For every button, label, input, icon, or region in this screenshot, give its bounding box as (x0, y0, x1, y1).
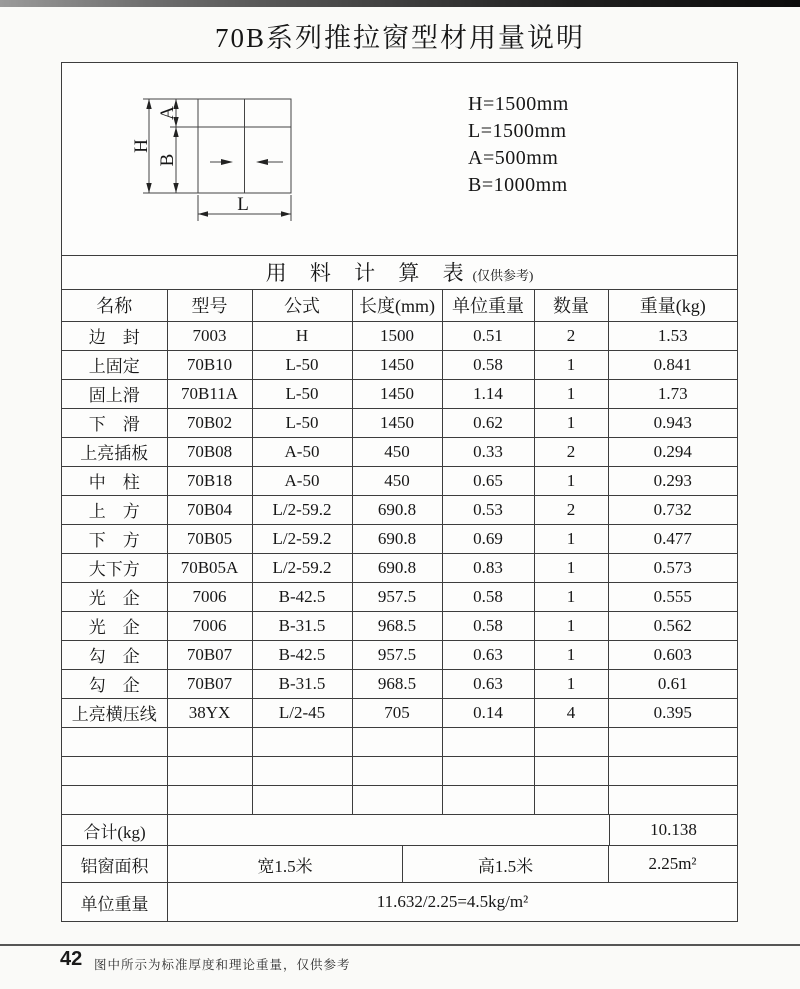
table-cell: 70B08 (167, 437, 252, 466)
area-label: 铝窗面积 (80, 856, 149, 876)
document-frame (61, 62, 738, 922)
empty-cell (352, 756, 442, 785)
page-title: 70B系列推拉窗型材用量说明 (214, 23, 585, 53)
footer-note: 图中所示为标准厚度和理论重量，仅供参考 (94, 958, 351, 972)
empty-cell (352, 785, 442, 814)
empty-cell (608, 727, 737, 756)
table-cell: A-50 (252, 437, 352, 466)
total-spacer (167, 815, 609, 845)
area-height: 高1.5米 (402, 846, 608, 882)
table-cell: 大下方 (62, 553, 167, 582)
table-cell: 1 (534, 582, 608, 611)
dimension-b: B=1000mm (468, 174, 568, 196)
table-row (62, 408, 737, 437)
table-cell: 0.943 (608, 408, 737, 437)
area-width: 宽1.5米 (167, 846, 402, 882)
table-cell: B-31.5 (252, 669, 352, 698)
empty-cell (534, 756, 608, 785)
empty-cell (62, 756, 167, 785)
table-cell: L-50 (252, 408, 352, 437)
table-cell: 70B05 (167, 524, 252, 553)
table-cell: 0.732 (608, 495, 737, 524)
table-cell: 70B10 (167, 350, 252, 379)
table-cell: 4 (534, 698, 608, 727)
table-cell: H (252, 321, 352, 350)
arrow-h-bottom-icon (146, 183, 151, 193)
table-cell: 7006 (167, 611, 252, 640)
table-cell: 0.603 (608, 640, 737, 669)
table-cell: 690.8 (352, 524, 442, 553)
empty-cell (608, 785, 737, 814)
table-cell: 968.5 (352, 611, 442, 640)
footer-divider (0, 944, 800, 946)
table-cell: 上 方 (62, 495, 167, 524)
dim-label-b: B (157, 153, 178, 167)
table-header-row (62, 289, 737, 321)
table-cell: 0.53 (442, 495, 534, 524)
window-diagram (62, 63, 737, 255)
table-cell: L-50 (252, 379, 352, 408)
table-cell: 0.62 (442, 408, 534, 437)
unit-weight-label: 单位重量 (80, 894, 149, 914)
table-cell: 7006 (167, 582, 252, 611)
table-cell: 1 (534, 611, 608, 640)
table-cell: 0.69 (442, 524, 534, 553)
table-cell: 1 (534, 379, 608, 408)
table-cell: 0.555 (608, 582, 737, 611)
table-row (62, 582, 737, 611)
table-cell: 0.841 (608, 350, 737, 379)
table-cell: 450 (352, 437, 442, 466)
scan-artifact-band (0, 0, 800, 7)
table-row (62, 611, 737, 640)
dim-label-l: L (237, 194, 249, 215)
table-cell: 勾 企 (62, 640, 167, 669)
col-header-weight: 重量(kg) (608, 289, 737, 321)
table-cell: B-42.5 (252, 582, 352, 611)
table-cell: 968.5 (352, 669, 442, 698)
table-cell: 0.61 (608, 669, 737, 698)
table-cell: 上亮横压线 (62, 698, 167, 727)
table-row (62, 669, 737, 698)
arrow-l-right-icon (281, 211, 291, 216)
area-value: 2.25m² (608, 846, 736, 882)
table-cell: L/2-59.2 (252, 553, 352, 582)
arrow-h-top-icon (146, 99, 151, 109)
dimension-a: A=500mm (468, 147, 559, 169)
table-cell: 1 (534, 408, 608, 437)
table-cell: 1 (534, 669, 608, 698)
table-cell: 690.8 (352, 495, 442, 524)
table-cell: 0.573 (608, 553, 737, 582)
empty-row (62, 727, 737, 756)
table-cell: 1 (534, 524, 608, 553)
table-cell: 1 (534, 553, 608, 582)
dimension-h: H=1500mm (468, 93, 569, 115)
table-title-row (62, 256, 737, 289)
col-header-unit-weight: 单位重量 (442, 289, 534, 321)
table-row (62, 524, 737, 553)
table-cell: 0.58 (442, 611, 534, 640)
table-cell: L/2-59.2 (252, 524, 352, 553)
table-cell: A-50 (252, 466, 352, 495)
table-cell: 957.5 (352, 640, 442, 669)
table-cell: B-42.5 (252, 640, 352, 669)
table-cell: 0.51 (442, 321, 534, 350)
col-header-length: 长度(mm) (352, 289, 442, 321)
table-cell: 7003 (167, 321, 252, 350)
table-body (62, 256, 737, 814)
table-row (62, 321, 737, 350)
empty-cell (442, 785, 534, 814)
table-cell: 2 (534, 495, 608, 524)
table-cell: 705 (352, 698, 442, 727)
table-cell: 38YX (167, 698, 252, 727)
empty-cell (352, 727, 442, 756)
table-cell: 0.65 (442, 466, 534, 495)
table-row (62, 640, 737, 669)
table-row (62, 437, 737, 466)
table-cell: 70B18 (167, 466, 252, 495)
table-cell: 1450 (352, 408, 442, 437)
page-number: 42 (60, 948, 83, 970)
dimension-list (468, 91, 569, 199)
empty-cell (62, 727, 167, 756)
table-cell: 勾 企 (62, 669, 167, 698)
table-cell: 70B07 (167, 640, 252, 669)
empty-cell (167, 785, 252, 814)
table-cell: 边 封 (62, 321, 167, 350)
unit-weight-row (62, 882, 737, 921)
empty-cell (442, 727, 534, 756)
table-cell: 固上滑 (62, 379, 167, 408)
table-row (62, 553, 737, 582)
table-cell: 上固定 (62, 350, 167, 379)
arrow-b-bottom-icon (173, 183, 178, 193)
table-cell: 下 滑 (62, 408, 167, 437)
table-cell: 0.294 (608, 437, 737, 466)
table-cell: 1500 (352, 321, 442, 350)
empty-cell (608, 756, 737, 785)
empty-row (62, 756, 737, 785)
table-row (62, 698, 737, 727)
window-area-row (62, 845, 737, 882)
table-cell: 0.83 (442, 553, 534, 582)
table-row (62, 379, 737, 408)
empty-cell (252, 727, 352, 756)
col-header-formula: 公式 (252, 289, 352, 321)
table-cell: 0.293 (608, 466, 737, 495)
empty-cell (62, 785, 167, 814)
table-cell: L/2-59.2 (252, 495, 352, 524)
empty-cell (252, 756, 352, 785)
table-cell: 光 企 (62, 582, 167, 611)
table-cell: 1450 (352, 379, 442, 408)
table-cell: 1 (534, 640, 608, 669)
table-cell: 0.63 (442, 640, 534, 669)
col-header-quantity: 数量 (534, 289, 608, 321)
dimension-l: L=1500mm (468, 120, 567, 142)
table-cell: 1.53 (608, 321, 737, 350)
table-cell: 0.58 (442, 350, 534, 379)
table-cell: 1.73 (608, 379, 737, 408)
table-cell: 1.14 (442, 379, 534, 408)
empty-cell (534, 785, 608, 814)
table-cell: 450 (352, 466, 442, 495)
table-cell: 0.14 (442, 698, 534, 727)
table-cell: 0.477 (608, 524, 737, 553)
window-diagram-section (62, 63, 737, 256)
table-row (62, 350, 737, 379)
material-table (62, 256, 737, 814)
col-header-model: 型号 (167, 289, 252, 321)
slide-arrow-left-icon (256, 159, 268, 165)
table-cell: 690.8 (352, 553, 442, 582)
table-cell: B-31.5 (252, 611, 352, 640)
table-cell: 0.395 (608, 698, 737, 727)
dim-label-h: H (131, 139, 152, 153)
table-cell: 2 (534, 321, 608, 350)
table-cell: 2 (534, 437, 608, 466)
total-row (62, 814, 737, 845)
empty-cell (167, 727, 252, 756)
empty-row (62, 785, 737, 814)
empty-cell (252, 785, 352, 814)
unit-weight-value: 11.632/2.25=4.5kg/m² (167, 883, 737, 921)
table-cell: 70B11A (167, 379, 252, 408)
table-cell: 0.63 (442, 669, 534, 698)
total-value: 10.138 (609, 815, 737, 845)
table-cell: 957.5 (352, 582, 442, 611)
col-header-name: 名称 (62, 289, 167, 321)
total-label: 合计(kg) (83, 822, 146, 842)
table-cell: 70B05A (167, 553, 252, 582)
table-cell: L/2-45 (252, 698, 352, 727)
table-cell: 70B02 (167, 408, 252, 437)
table-cell: 70B07 (167, 669, 252, 698)
table-cell: 光 企 (62, 611, 167, 640)
table-title: 用 料 计 算 表(仅供参考) (62, 256, 737, 289)
table-cell: 0.58 (442, 582, 534, 611)
table-row (62, 495, 737, 524)
dim-label-a: A (157, 106, 178, 120)
table-cell: 下 方 (62, 524, 167, 553)
empty-cell (534, 727, 608, 756)
table-cell: 1 (534, 466, 608, 495)
table-cell: L-50 (252, 350, 352, 379)
table-cell: 0.562 (608, 611, 737, 640)
table-cell: 70B04 (167, 495, 252, 524)
table-cell: 1 (534, 350, 608, 379)
table-cell: 上亮插板 (62, 437, 167, 466)
table-row (62, 466, 737, 495)
table-cell: 0.33 (442, 437, 534, 466)
arrow-l-left-icon (198, 211, 208, 216)
table-cell: 中 柱 (62, 466, 167, 495)
table-cell: 1450 (352, 350, 442, 379)
empty-cell (442, 756, 534, 785)
empty-cell (167, 756, 252, 785)
arrow-b-top-icon (173, 127, 178, 137)
slide-arrow-right-icon (221, 159, 233, 165)
